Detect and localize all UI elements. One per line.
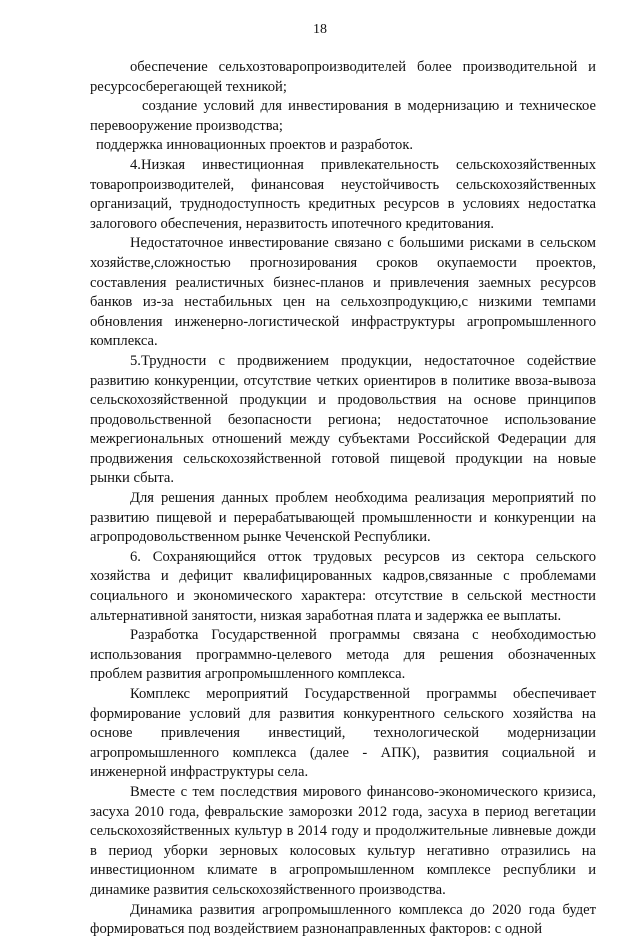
page-number: 18 bbox=[313, 22, 327, 37]
paragraph-bullet-investment: создание условий для инвестирования в модернизацию и техническое перевооружение производства; bbox=[90, 98, 596, 134]
paragraph-program-development: Разработка Государственной программы связана с необходимостью использования программно-целевого метода для решения обозначенных проблем развития агропромышленного комплекса. bbox=[90, 627, 596, 683]
document-body bbox=[90, 58, 596, 940]
paragraph-development-dynamics: Динамика развития агропромышленного комплекса до 2020 года будет формироваться под воздействием разнонаправленных факторов: с одной bbox=[90, 901, 596, 938]
paragraph-crisis-impact: Вместе с тем последствия мирового финансово-экономического кризиса, засуха 2010 года, февральские заморозки 2012 года, засуха в период вегетации сельскохозяйственных культур в 2014 году и продолжительные ливневые дожди в период уборки зерновых колосовых культур негативно отразились на инвестиционном климате в агропромышленном комплексе республики и динамике развития сельскохозяйственного производства. bbox=[90, 783, 596, 898]
paragraph-insufficient-investment: Недостаточное инвестирование связано с большими рисками в сельском хозяйстве,сложностью прогнозирования сроков окупаемости проектов, составления реалистичных бизнес-планов и привлечения заемных ресурсов банков из-за нестабильных цен на сельхозпродукцию,с низкими темпами обновления инженерно-логистической инфраструктуры агропромышленного комплекса. bbox=[90, 235, 596, 350]
paragraph-item-4: 4.Низкая инвестиционная привлекательность сельскохозяйственных товаропроизводителей, финансовая неустойчивость сельскохозяйственных организаций, труднодоступность кредитных ресурсов в условиях недостатка залогового обеспечения, неразвитость ипотечного кредитования. bbox=[90, 156, 596, 232]
paragraph-solution: Для решения данных проблем необходима реализация мероприятий по развитию пищевой и перерабатывающей промышленности и конкуренции на агропродовольственном рынке Чеченской Республики. bbox=[90, 490, 596, 546]
paragraph-program-measures: Комплекс мероприятий Государственной программы обеспечивает формирование условий для развития конкурентного сельского хозяйства на основе привлечения инвестиций, технологической модернизации агропромышленного комплекса (далее - АПК), развития социальной и инженерной инфраструктуры села. bbox=[90, 686, 596, 781]
paragraph-item-6: 6. Сохраняющийся отток трудовых ресурсов из сектора сельского хозяйства и дефицит квалифицированных кадров,связанные с проблемами социального и экономического характера: отсутствие в сельской местности альтернативной занятости, низкая заработная плата и задержка ее выплаты. bbox=[90, 548, 596, 624]
paragraph-bullet-innovation: поддержка инновационных проектов и разработок. bbox=[96, 137, 414, 154]
paragraph-item-5: 5.Трудности с продвижением продукции, недостаточное содействие развитию конкуренции, отсутствие четких ориентиров в политике ввоза-вывоза сельскохозяйственной продукции и продовольствия на основе принципов продовольственной безопасности региона; недостаточное использование межрегиональных отношений между субъектами Российской Федерации для продвижения сельскохозяйственной готовой пищевой продукции на новые рынки сбыта. bbox=[90, 352, 596, 487]
paragraph-bullet-machinery: обеспечение сельхозтоваропроизводителей более производительной и ресурсосберегающей техникой; bbox=[90, 59, 596, 95]
